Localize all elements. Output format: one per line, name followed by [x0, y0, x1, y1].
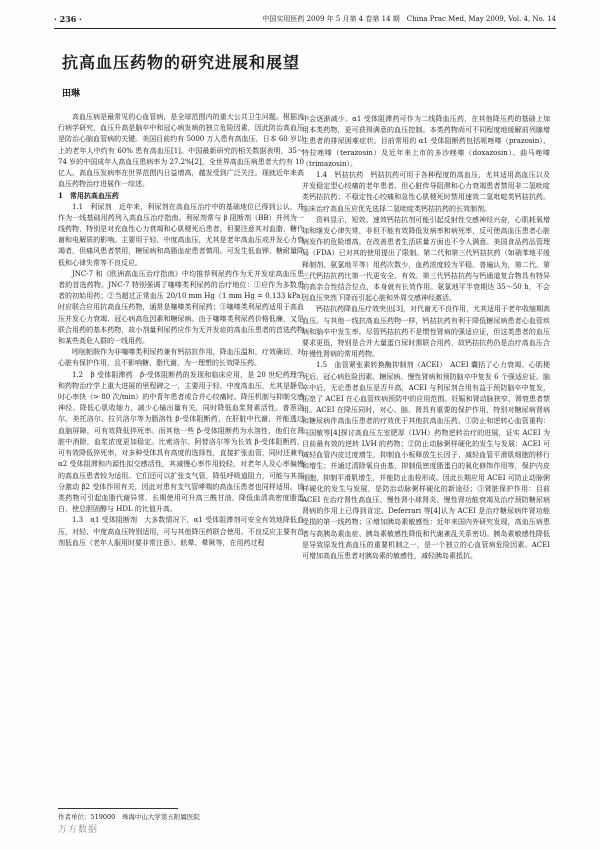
paragraph: 1.1 利尿剂 近年来，利尿剂在高血压治疗中的基础地位已得到公认，并作为一线基础用药列入高血压治疗指南。利尿剂常与 β 阻断剂（BB）并列为一线药物，特别是对充血性心力衰竭和心肌梗死后患者，但要注意其对血脂、糖代谢和电解质的影响。主要用于轻、中度高血压，尤其是老年高血压或并发心力衰竭者，但痛风患者禁用，糖尿病和高脂血症患者慎用。可发生低血钾、糖耐量降低和心律失常等不良反应。 — [58, 202, 304, 267]
header-rule — [54, 28, 556, 29]
paragraph: 1.5 血管紧张素转换酶抑制剂（ACEI） ACEI 囊括了心力衰竭、心肌梗死后、冠心病危险因素、糖尿病、慢性肾病和预防脑卒中复发 6 个强适应证。脑卒中后，无论患者血压是否升高，ACEI 与利尿剂合用有益于预防脑卒中复发，拓宽了 ACEI 在心血管疾病预防中的应用范围。妊娠和肾动脉狭窄、肾衰患者禁用。ACEI 在降压同时，对心、脑、肾具有重要的保护作用，特别对糖尿病肾病和糖尿病伴高血压患者的疗效优于其他抗高血压药。①防止和逆转心血管重构：马国敏等[4]探讨高血压左室肥厚（LVH）药物逆转治疗的进展，证实 ACEI 为目前最有效的逆转 LVH 的药物；②防止动脉粥样硬化的发生与发展：ACEI 可减轻血管内皮过度增生，抑制血小板释放生长因子，减轻血管平滑肌细胞的移行和增生；并通过清除氧自由基，抑制低密度脂蛋白的氧化修饰作用等，保护内皮细胞，抑制平滑肌增生，并能防止血栓形成。因此长期应用 ACEI 可防止动脉粥样硬化的发生与发展，是防治动脉粥样硬化的新途径；③肾脏保护作用：目前 ACEI 在治疗肾性高血压、慢性肾小球肾炎、慢性肾功能衰竭及治疗预防糖尿病肾病的作用上已得到肯定。Deferrari 等[4]认为 ACEI 是治疗糖尿病伴肾功能受损的第一线药物；④增加胰岛素敏感性：近年来国内外研究发现，高血压病患者与高胰岛素血症、胰岛素敏感性降低和代谢紊乱关系密切。胰岛素敏感性降低是导致原发性高血压的重要机制之一，是一个独立的心血管病危险因素。ACEI 可增加高血压患者对胰岛素的敏感性，减轻胰岛素抵抗。 — [302, 361, 550, 560]
paragraph: 1.4 钙拮抗药 钙拮抗药可用于各种程度的高血压，尤其适用高血压以及并发稳定型心绞痛的老年患者。但心脏传导阻滞和心力衰竭患者禁用非二氢吡啶类钙拮抗药；不稳定性心绞痛和急性心肌梗死时禁用速效二氢吡啶类钙拮抗药。临床治疗高血压应优先选择二氢吡啶类钙拮抗药的长效制剂。 — [302, 171, 550, 213]
paragraph: 钙拮抗药降血压疗效突出[3]，对代谢无不良作用，尤其适用于老年收缩期高血压。与其他一线抗高血压药物一样，钙拮抗药有利于降低糖尿病患者心血管疾病和脑卒中发生率。尽管钙拮抗药不是惯性肾病的强适应证，但这类患者的血压要求更低，特别是合并大量蛋白尿时需联合用药，故钙拮抗药仍是治疗高血压合并慢性肾病的常用药物。 — [302, 305, 550, 359]
paragraph: JNC-7 和《欧洲高血压治疗指南》中均推荐利尿药作为无并发症高血压患者的首选药物。JNC-7 特别强调了噻嗪类利尿药的治疗地位：①应作为多数患者的初始用药；②当超过正常血压 20/10 mm Hg（1 mm Hg = 0.133 kPa）时应联合应用抗高血压药物，通常是噻嗪类利尿药；③噻嗪类利尿药适用于高血压并发心力衰竭、冠心病高危因素和糖尿病。由于噻嗪类利尿药价格低廉，又是联合用药的基本药物，故小剂量利尿药应作为无并发症的高血压患者的首选药物和某些高危人群的一线用药。 — [58, 269, 304, 346]
paragraph: 吲哒帕胺作为非噻嗪类利尿药兼有钙拮抗作用，降血压温和，疗效确切，对心脏有保护作用，且不影响糖、脂代谢，为一理想的长效降压药。 — [58, 348, 304, 368]
paragraph: 1.3 α1 受体阻断剂 大多数情况下，α1 受体阻滞剂可安全有效地降低血压，对轻、中度高血压特别适用，可与其他降压药联合使用。不良反应主要有首剂低血压（老年人服用时要非常注意）、眩晕、晕厥等，在用药过程 — [58, 516, 304, 547]
running-header — [54, 12, 556, 26]
journal-citation: 中国实用医药 2009 年 5 月第 4 卷第 14 期 China Prac Med, May 2009, Vol. 4, No. 14 — [262, 15, 556, 23]
author-affiliation: 作者单位：519000 珠海中山大学第五附属医院 — [58, 813, 200, 821]
paragraph: 资料显示，短效、速效钙拮抗剂可能引起反射性交感神经兴奋，心肌耗氧增加和继发心律失常，非但不能有效降低发病率和病死率，反可使高血压患者心脏病发作的危险增高，在改善患者生活质量方面也不令人满意。美国食品药品管理局（FDA）已对其的使用提出了限制。第二代和第三代钙拮抗药（如硝苯地平缓释制剂、氨氯地平等）用药次数少，血药浓度较为平稳。普遍认为，第二代、第三代钙拮抗药比第一代更安全、有效。第三代钙拮抗药与钙通道复合物具有特异的高亲合性结合位点，本身就有长效作用。氨氯地平半衰期达 35～50 h，不会因血压突然下降而引起心脏和外周交感神经激活。 — [302, 215, 550, 303]
article-author: 田琳 — [62, 89, 81, 99]
paragraph: 1.2 β 受体阻滞药 β-受体阻断药的发现和临床应用，是 20 世纪药理学和药物治疗学上重大进展的里程碑之一，主要用于轻、中度高血压，尤其是静息时心率快（> 80 次/min）的中青年患者或合并心绞痛时。降压机制与抑制交感神经、降低心肌收缩力，减少心输出量有关，同时降低血浆肾素活性。普萘洛尔、美托洛尔、拉贝洛尔等为脂溶性 β-受体阻断药，在肝脏中代谢，并能透过血脑屏障，可有效降低猝死率。而其他一些 β-受体阻断药为水溶性，他们在肾脏中消除，血浆浓度更加稳定。比索洛尔、阿替洛尔等为长效 β-受体阻断药，可有效降低猝死率，对多种受体具有高度的选择性，直接扩张血管，同时还兼有 α2 受体阻滞和内源性拟交感活性，其减慢心率作用较轻，对老年人及心率偏慢的高血压患者较为适用。它们还可以扩张支气管，降低呼吸道阻力，可能与其部分激动 β2 受体作用有关，因此对患有支气管哮喘的高血压患者也同样适用。该类药物可引起血脂代谢异常，长期使用可升高三酰甘油，降低血清高密度脂蛋白，使总胆固醇与 HDL 的比值升高。 — [58, 370, 304, 514]
page-number: · 236 · — [54, 14, 82, 24]
section-heading: 1 常用抗高血压药 — [58, 191, 119, 201]
footnote-rule — [58, 808, 178, 809]
left-column — [58, 112, 304, 549]
paragraph: 中会逐渐减少。α1 受体阻滞药可作为二线降血压药，在其他降压药的基础上加用本类药物，更可获得满意的血压控制。本类药物尚可不同程度地缓解前列腺增生患者的排尿困难症状。目前常用的 α1 受体阻断药包括哌唑嗪（prazosin）、特拉唑嗪（terazosin）及近年来上市的多沙唑嗪（doxazosin）、曲马唑嗪（trimazosin）。 — [302, 115, 550, 168]
watermark: 万方数据 — [58, 825, 99, 835]
right-column — [302, 114, 550, 562]
intro-paragraph: 高血压病是最常见的心血管病，是全球范围内的重大公共卫生问题。根据流行病学研究，血压升高是脑卒中和冠心病发病的独立危险因素，因此防治高血压是防治心脑血管病的关键。美国目前约有 5000 万人患有高血压，日本 60 岁以上的老年人中约有 60% 患有高血压[1]。中国最新研究的相关数据表明，35～74 岁的中国成年人高血压患病率为 27.2%[2]，全世界高血压病患者大约有 10 亿人。高血压发病率在世界范围内日益增高，越发受到广泛关注。现就近年来高血压药物治疗进展作一综述。 — [58, 113, 304, 189]
article-title: 抗高血压药物的研究进展和展望 — [62, 53, 301, 72]
